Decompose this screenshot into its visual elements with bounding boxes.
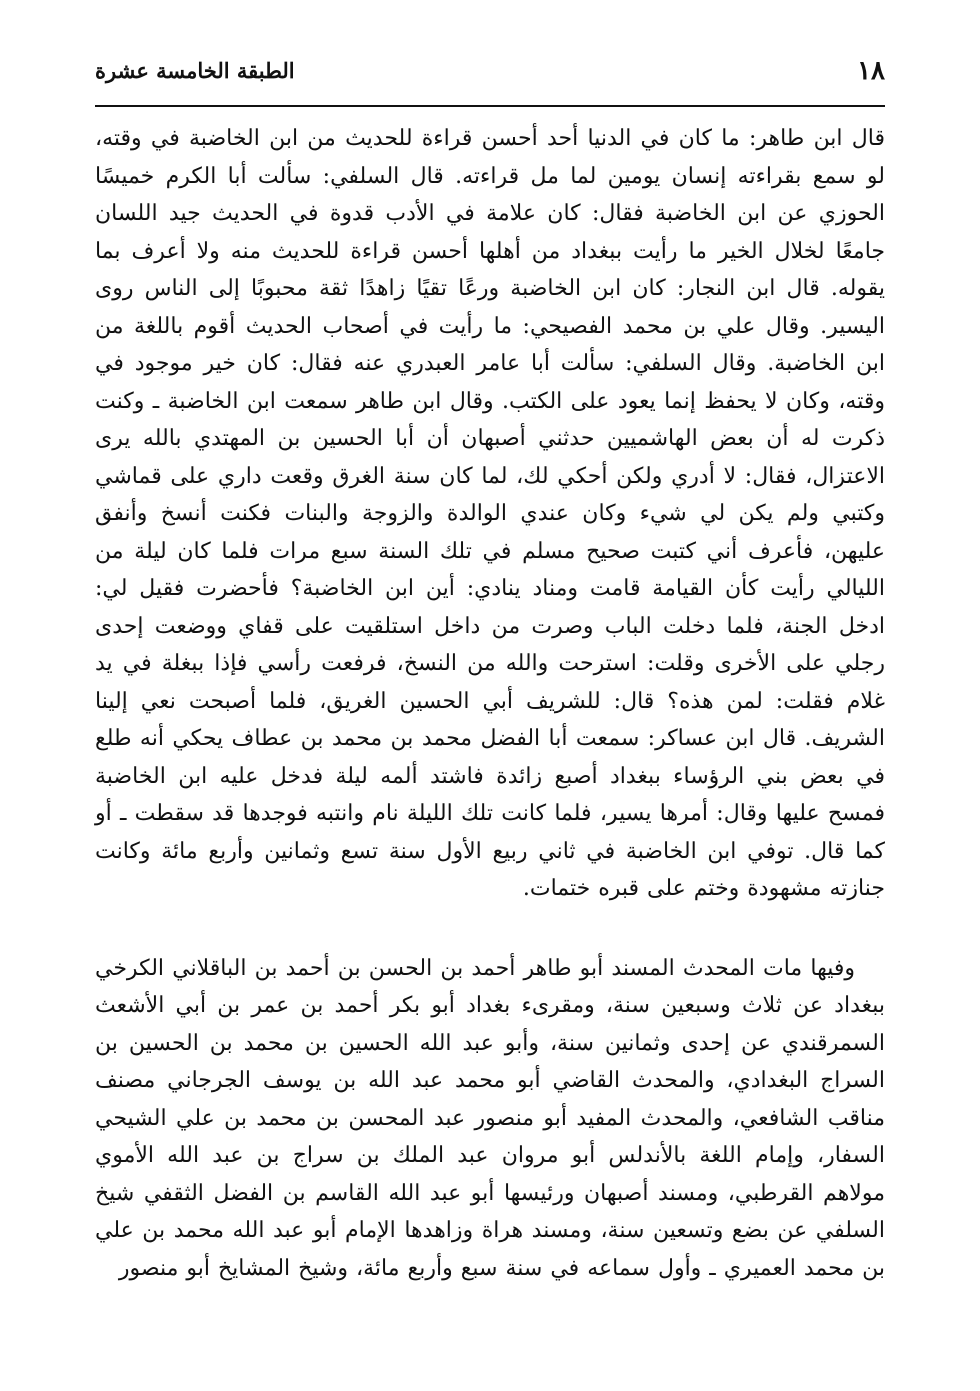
paragraph-ibn-al-khadiba: قال ابن طاهر: ما كان في الدنيا أحد أحسن قراءة للحديث من ابن الخاضبة في وقته، لو سمع بقراءته إنسان يومين لما مل قراءته. قال السلفي: سألت أبا الكرم خميسًا الحوزي عن ابن الخاضبة فقال: كان علامة في الأدب قدوة في الحديث جيد اللسان جامعًا لخلال الخير ما رأيت ببغداد من أهلها أحسن قراءة للحديث منه ولا أعرف بما يقوله. قال ابن النجار: كان ابن الخاضبة ورعًا تقيًا زاهدًا ثقة محبوبًا إلى الناس روى اليسير. وقال علي بن محمد الفصيحي: ما رأيت في أصحاب الحديث أقوم باللغة من ابن الخاضبة. وقال السلفي: سألت أبا عامر العبدري عنه فقال: كان خير موجود في وقته، وكان لا يحفظ إنما يعود على الكتب. وقال ابن طاهر سمعت ابن الخاضبة ـ وكنت ذكرت له أن بعض الهاشميين حدثني أصبهان أن أبا الحسين بن المهتدي بالله يرى الاعتزال، فقال: لا أدري ولكن أحكي لك، لما كان سنة الغرق وقعت داري على قماشي وكتبي ولم يكن لي شيء وكان عندي الوالدة والزوجة والبنات فكنت أنسخ وأنفق عليهن، فأعرف أني كتبت صحيح مسلم في تلك السنة سبع مرات فلما كان ليلة من الليالي رأيت كأن القيامة قامت ومناد ينادي: أين ابن الخاضبة؟ فأحضرت فقيل لي: ادخل الجنة، فلما دخلت الباب وصرت من داخل استلقيت على قفاي ووضعت إحدى رجلي على الأخرى وقلت: استرحت والله من النسخ، فرفعت رأسي فإذا ببغلة في يد غلام فقلت: لمن هذه؟ قال: للشريف أبي الحسين الغريق، فلما أصبحت نعي إلينا الشريف. قال ابن عساكر: سمعت أبا الفضل محمد بن محمد بن عطاف يحكي أنه طلع في بعض بني الرؤساء ببغداد أصبع زائدة فاشتد ألمه ليلة فدخل عليه ابن الخاضبة فمسح عليها وقال: أمرها يسير، فلما كانت تلك الليلة نام وانتبه فوجدها قد سقطت ـ أو كما قال. توفي ابن الخاضبة في ثاني ربيع الأول سنة تسع وثمانين وأربع مائة وكانت جنازته مشهودة وختم على قبره ختمات. — [95, 126, 885, 901]
page-number: ١٨ — [857, 56, 885, 86]
running-title: الطبقة الخامسة عشرة — [95, 58, 295, 83]
body-text — [95, 120, 885, 1287]
paragraph-deaths-of-year: وفيها مات المحدث المسند أبو طاهر أحمد بن الحسن بن أحمد بن الباقلاني الكرخي ببغداد عن ثلاث وسبعين سنة، ومقرىء بغداد أبو بكر أحمد بن عمر بن أبي الأشعث السمرقندي عن إحدى وثمانين سنة، وأبو عبد الله الحسين بن محمد بن الحسين بن السراج البغدادي، والمحدث القاضي أبو محمد عبد الله بن يوسف الجرجاني مصنف مناقب الشافعي، والمحدث المفيد أبو منصور عبد المحسن بن محمد بن علي الشيحي السفار، وإمام اللغة بالأندلس أبو مروان عبد الملك بن سراج بن عبد الله الأموي مولاهم القرطبي، ومسند أصبهان ورئيسها أبو عبد الله القاسم بن الفضل الثقفي شيخ السلفي عن بضع وتسعين سنة، ومسند هراة وزاهدها الإمام أبو عبد الله محمد بن علي بن محمد العميري ـ وأول سماعه في سنة سبع وأربع مائة، وشيخ المشايخ أبو منصور — [95, 955, 885, 1281]
header-rule — [95, 105, 885, 107]
page-header — [95, 56, 885, 96]
